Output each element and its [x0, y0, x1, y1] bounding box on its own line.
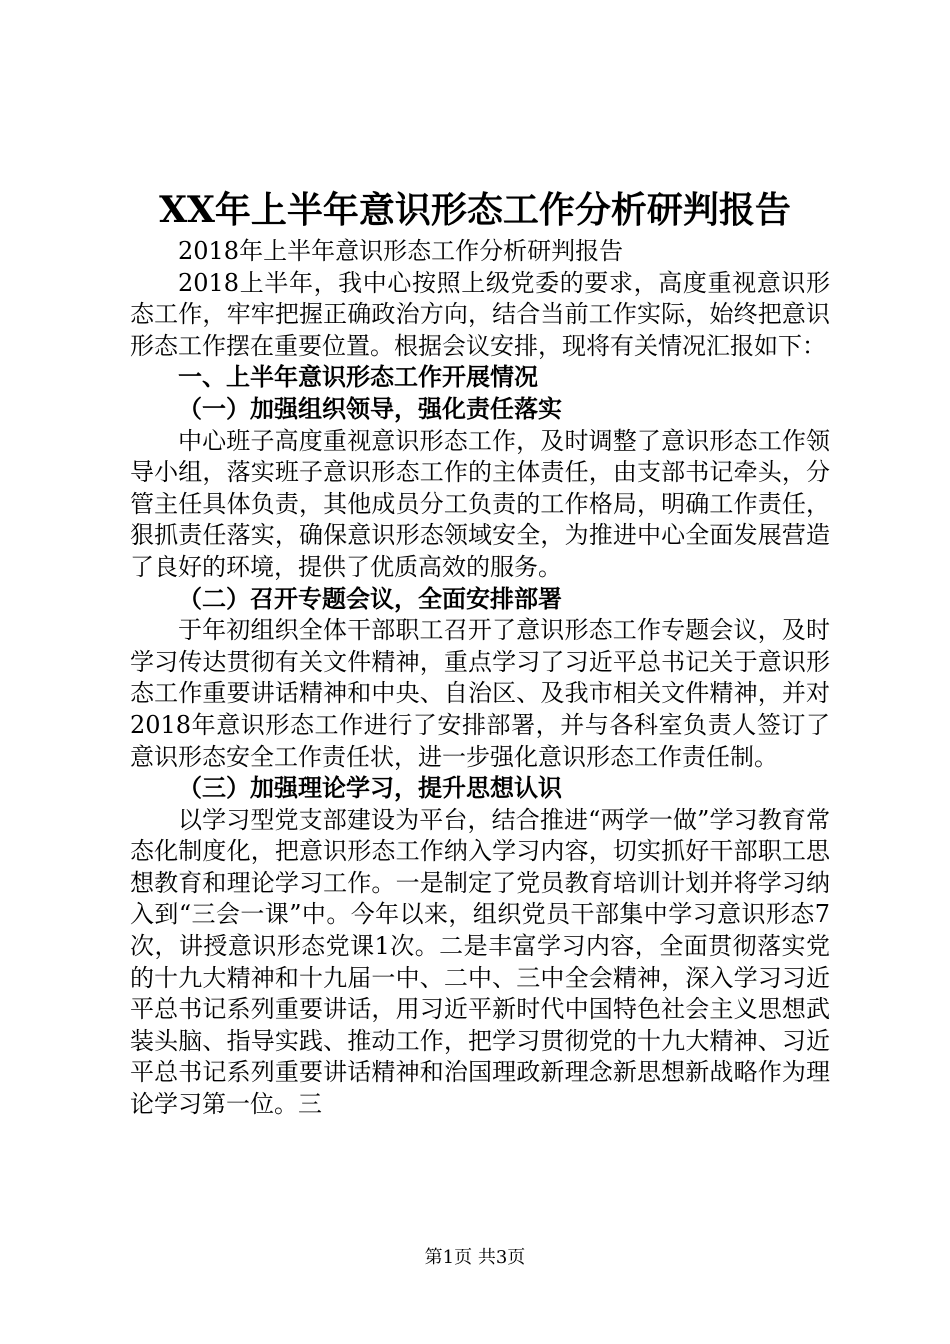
subsection-heading-3: （三）加强理论学习，提升思想认识: [178, 774, 562, 803]
paragraph-organization: 中心班子高度重视意识形态工作，及时调整了意识形态工作领导小组，落实班子意识形态工作的主体责任，由支部书记牵头，分管主任具体负责，其他成员分工负责的工作格局，明确工作责任，狠抓责任落实，确保意识形态领域安全，为推进中心全面发展营造了良好的环境，提供了优质高效的服务。: [130, 426, 830, 581]
document-title: XX年上半年意识形态工作分析研判报告: [159, 189, 791, 231]
subsection-heading-1: （一）加强组织领导，强化责任落实: [178, 394, 562, 423]
paragraph-study: 以学习型党支部建设为平台，结合推进“两学一做”学习教育常态化制度化，把意识形态工作纳入学习内容，切实抓好干部职工思想教育和理论学习工作。一是制定了党员教育培训计划并将学习纳入到“三会一课”中。今年以来，组织党员干部集中学习意识形态7次，讲授意识形态党课1次。二是丰富学习内容，全面贯彻落实党的十九大精神和十九届一中、二中、三中全会精神，深入学习习近平总书记系列重要讲话，用习近平新时代中国特色社会主义思想武装头脑、指导实践、推动工作，把学习贯彻党的十九大精神、习近平总书记系列重要讲话精神和治国理政新理念新思想新战略作为理论学习第一位。三: [130, 805, 830, 1119]
paragraph-intro: 2018上半年，我中心按照上级党委的要求，高度重视意识形态工作，牢牢把握正确政治方向，结合当前工作实际，始终把意识形态工作摆在重要位置。根据会议安排，现将有关情况汇报如下：: [130, 268, 830, 360]
subsection-heading-2: （二）召开专题会议，全面安排部署: [178, 584, 562, 613]
section-heading-1: 一、上半年意识形态工作开展情况: [178, 363, 538, 392]
document-body: [130, 236, 830, 1121]
paragraph-subtitle: 2018年上半年意识形态工作分析研判报告: [178, 237, 624, 265]
page-footer: 第1页 共3页: [424, 1247, 526, 1268]
paragraph-meeting: 于年初组织全体干部职工召开了意识形态工作专题会议，及时学习传达贯彻有关文件精神，重点学习了习近平总书记关于意识形态工作重要讲话精神和中央、自治区、及我市相关文件精神，并对2018年意识形态工作进行了安排部署，并与各科室负责人签订了意识形态安全工作责任状，进一步强化意识形态工作责任制。: [130, 616, 830, 771]
